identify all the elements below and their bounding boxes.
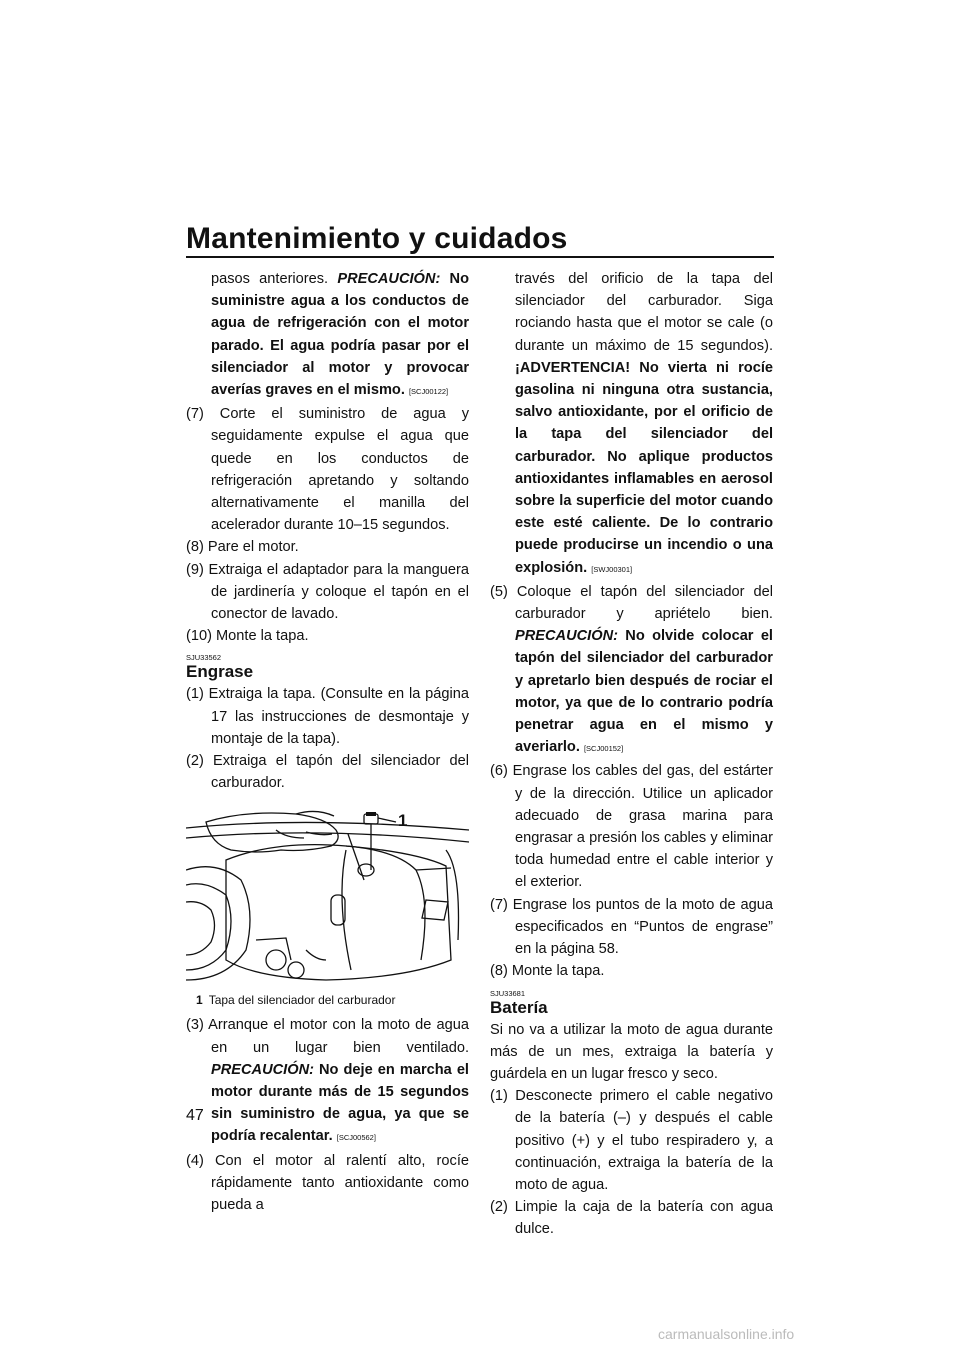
title-rule	[186, 256, 774, 258]
caution-code: [SCJ00152]	[583, 744, 624, 754]
caution-label: PRECAUCIÓN:	[515, 628, 618, 645]
caution-text: No suministre agua a los conductos de agua de refrigeración con el motor parado. El agua podría pasar por el silenciador al motor y provocar averías graves en el mismo.	[211, 271, 469, 399]
step-9: (9) Extraiga el adaptador para la manguera de jardinería y coloque el tapón en el conector de lavado.	[186, 561, 469, 623]
step-7: (7) Corte el suministro de agua y seguidamente expulse el agua que quede en los conductos de refrigeración apretando y soltando alternativamente el manilla del acelerador durante 10–15 segundos.	[186, 406, 469, 534]
engrase-step-1: (1) Extraiga la tapa. (Consulte en la página 17 las instrucciones de desmontaje y montaje de la tapa).	[186, 686, 469, 747]
caution-label: PRECAUCIÓN:	[337, 271, 441, 287]
figure-callout-1: 1	[398, 811, 408, 831]
watermark: carmanualsonline.info	[658, 1326, 795, 1342]
engrase-step-8: (8) Monte la tapa.	[490, 963, 605, 980]
carburetor-silencer-figure	[186, 810, 469, 988]
warning-text: ¡ADVERTENCIA! No vierta ni rocíe gasolina ni ninguna otra sustancia, salvo antioxidante, por el orificio de la tapa del silenciador del carburador. No aplique productos antioxidantes inflamables en aerosol sobre la superficie del motor cuando este esté caliente. De lo contrario puede producirse un incendio o una explosión.	[515, 359, 773, 576]
section-code: SJU33681	[490, 988, 526, 998]
warning-code: [SWJ00301]	[591, 564, 633, 574]
caution-label: PRECAUCIÓN:	[211, 1061, 314, 1078]
step-8: (8) Pare el motor.	[186, 539, 299, 556]
figure-caption	[186, 992, 469, 1008]
text: través del orificio de la tapa del silenciador del carburador. Siga rociando hasta que el motor se cale (o durante un máximo de 15 segundos).	[515, 271, 773, 354]
page-number: 47	[186, 1107, 204, 1124]
left-column	[186, 268, 469, 1216]
engrase-step-4-continued	[490, 268, 773, 581]
engrase-step-7: (7) Engrase los puntos de la moto de agua especificados en “Puntos de engrase” en la página 58.	[490, 896, 773, 958]
caption-number: 1	[196, 993, 203, 1008]
continued-step	[186, 268, 469, 403]
engine-illustration	[186, 810, 469, 988]
engrase-step-5	[490, 581, 773, 761]
caution-text: No olvide colocar el tapón del silenciador del carburador y apretarlo bien después de rociar el motor, ya que de lo contrario podría penetrar agua en el mismo y averiarlo.	[515, 628, 773, 756]
caption-text: Tapa del silenciador del carburador	[208, 993, 396, 1008]
bateria-intro: Si no va a utilizar la moto de agua durante más de un mes, extraiga la batería y guárdela en un lugar fresco y seco.	[490, 1021, 773, 1082]
caution-code: [SCJ00122]	[408, 387, 449, 397]
step-10: (10) Monte la tapa.	[186, 628, 309, 645]
right-column	[490, 268, 773, 1241]
caution-text: No deje en marcha el motor durante más de 15 segundos sin suministro de agua, ya que se podría recalentar.	[211, 1061, 469, 1145]
caution-code: [SCJ00562]	[336, 1133, 376, 1143]
text: pasos anteriores.	[211, 271, 338, 287]
engrase-step-4: (4) Con el motor al ralentí alto, rocíe rápidamente tanto antioxidante como pueda a	[186, 1152, 469, 1214]
section-title-engrase: Engrase	[186, 662, 254, 682]
section-title-bateria: Batería	[490, 997, 548, 1017]
engrase-step-2: (2) Extraiga el tapón del silenciador del carburador.	[186, 753, 469, 792]
bateria-step-1: (1) Desconecte primero el cable negativo de la batería (–) y después el cable positivo (+) y el tubo respiradero y, a continuación, extraiga la batería de la moto de agua.	[490, 1088, 773, 1193]
engrase-step-3	[186, 1014, 469, 1149]
text: (5) Coloque el tapón del silenciador del carburador y apriételo bien.	[490, 583, 773, 623]
engrase-step-6: (6) Engrase los cables del gas, del estárter y de la dirección. Utilice un aplicador adecuado de grasa marina para engrasar a presión los cables y eliminar toda humedad entre el cable interior y el exterior.	[490, 763, 773, 891]
text: (3) Arranque el motor con la moto de agua en un lugar bien ventilado.	[186, 1017, 469, 1056]
page-title: Mantenimiento y cuidados	[186, 222, 568, 255]
bateria-step-2: (2) Limpie la caja de la batería con agua dulce.	[490, 1199, 773, 1238]
section-code: SJU33562	[186, 653, 222, 663]
